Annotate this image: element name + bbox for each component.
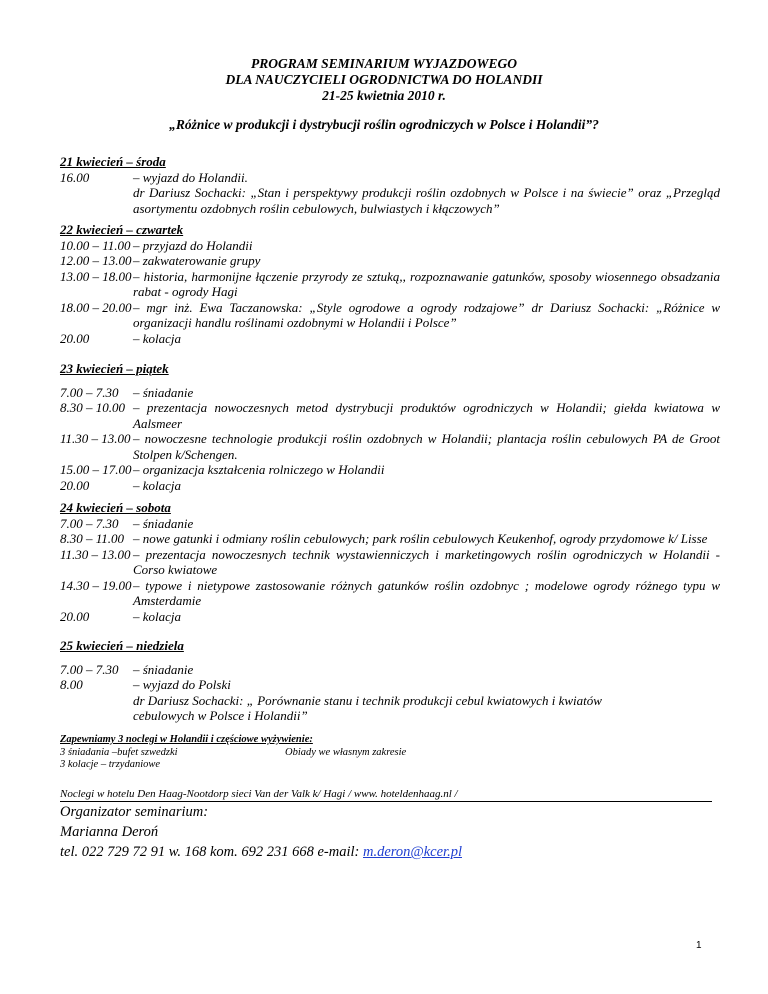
day-block-2 — [60, 222, 720, 346]
schedule-time: 11.30 – 13.00 — [60, 546, 131, 562]
schedule-desc: – typowe i nietypowe zastosowanie różnych gatunków roślin ozdobnyc ; modelowe ogrody różnego typu w Amsterdamie — [133, 577, 720, 608]
seminar-subtitle: „Różnice w produkcji i dystrybucji roślin ogrodniczych w Polsce i Holandii”? — [169, 117, 599, 132]
header-line-1: PROGRAM SEMINARIUM WYJAZDOWEGO — [250, 56, 518, 71]
schedule-row — [60, 677, 720, 693]
day-block-1 — [60, 154, 720, 216]
schedule-desc: – nowoczesne technologie produkcji roślin ozdobnych w Holandii; plantacja roślin cebulowych PA de Groot Stolpen k/Schengen. — [133, 431, 720, 462]
organizer-contact: tel. 022 729 72 91 w. 168 kom. 692 231 668 e-mail: — [60, 844, 360, 860]
schedule-desc: – kolacja — [133, 608, 182, 624]
schedule-time: 11.30 – 13.00 — [60, 431, 131, 446]
organizer-name: Marianna Deroń — [60, 824, 159, 840]
schedule-row — [60, 385, 720, 401]
schedule-row — [60, 400, 720, 431]
schedule-desc: – śniadanie — [133, 384, 194, 400]
schedule-row — [60, 331, 720, 347]
schedule-row — [60, 238, 720, 254]
day-title: 21 kwiecień – środa — [60, 154, 166, 169]
schedule-row — [60, 693, 720, 724]
schedule-desc: – mgr inż. Ewa Taczanowska: „Style ogrodowe a ogrody rodzajowe” dr Dariusz Sochacki: „Różnice w organizacji handlu roślinami ozdobnymi w Holandii i Polsce” — [133, 299, 720, 330]
schedule-desc: – prezentacja nowoczesnych metod dystrybucji produktów ogrodniczych w Holandii; giełda kwiatowa w Aalsmeer — [133, 400, 720, 431]
schedule-row — [60, 531, 720, 547]
organizer-block — [60, 802, 720, 862]
schedule-time: 20.00 — [60, 330, 90, 346]
header-line-3: 21-25 kwietnia 2010 r. — [322, 88, 446, 103]
schedule-time: 14.30 – 19.00 — [60, 577, 132, 593]
schedule-desc: – kolacja — [133, 330, 182, 346]
schedule-time: 8.30 – 10.00 — [60, 400, 125, 415]
schedule-time: 10.00 – 11.00 — [60, 237, 131, 253]
schedule-time: 20.00 — [60, 608, 90, 624]
schedule-row — [60, 462, 720, 478]
schedule-time: 8.30 – 11.00 — [60, 531, 125, 546]
schedule-row — [60, 431, 720, 462]
program-header — [0, 56, 768, 104]
schedule-time: 15.00 – 17.00 — [60, 462, 132, 477]
organizer-contact-line — [60, 842, 720, 862]
day-title: 24 kwiecień – sobota — [60, 500, 171, 515]
day-title: 23 kwiecień – piątek — [60, 361, 169, 376]
day-block-3 — [60, 361, 720, 493]
notes-lunch: Obiady we własnym zakresie — [285, 746, 407, 758]
header-line-2: DLA NAUCZYCIELI OGRODNICTWA DO HOLANDII — [225, 72, 543, 87]
schedule-time: 7.00 – 7.30 — [60, 515, 119, 531]
schedule-time: 16.00 — [60, 169, 90, 185]
hotel-info: Noclegi w hotelu Den Haag-Nootdorp sieci Van der Valk k/ Hagi / www. hoteldenhaag.nl / — [60, 788, 712, 802]
day-block-4 — [60, 500, 720, 624]
schedule-row — [60, 578, 720, 609]
schedule-desc: – przyjazd do Holandii — [133, 237, 253, 253]
schedule-desc: – nowe gatunki i odmiany roślin cebulowych; park roślin cebulowych Keukenhof, ogrody przydomowe k/ Lisse — [133, 531, 708, 546]
schedule-row — [60, 662, 720, 678]
schedule-desc: – wyjazd do Polski — [133, 677, 231, 692]
schedule-time — [60, 693, 133, 724]
schedule-desc: – śniadanie — [133, 515, 194, 531]
organizer-label: Organizator seminarium: — [60, 804, 209, 820]
notes-dinner: 3 kolacje – trzydaniowe — [60, 759, 161, 770]
day-title: 22 kwiecień – czwartek — [60, 222, 184, 237]
page-number: 1 — [696, 940, 702, 951]
schedule-time: 8.00 — [60, 677, 83, 692]
schedule-row — [60, 547, 720, 578]
schedule-row — [60, 253, 720, 269]
schedule-desc: dr Dariusz Sochacki: „Stan i perspektywy produkcji roślin ozdobnych w Polsce i na świecie” oraz „Przegląd asortymentu ozdobnych roślin cebulowych, bulwiastych i kłączowych” — [133, 185, 720, 216]
schedule-row — [60, 300, 720, 331]
schedule-time: 18.00 – 20.00 — [60, 299, 132, 315]
schedule-row — [60, 516, 720, 532]
schedule-time — [60, 185, 133, 216]
schedule-desc: – wyjazd do Holandii. — [133, 169, 248, 185]
accommodation-notes — [60, 734, 720, 772]
day-block-5 — [60, 638, 720, 724]
schedule-time: 7.00 – 7.30 — [60, 384, 119, 400]
schedule-desc: – historia, harmonijne łączenie przyrody ze sztuką,, rozpoznawanie gatunków, sposoby wiosennego obsadzania rabat - ogrody Hagi — [133, 268, 720, 299]
schedule-time: 13.00 – 18.00 — [60, 268, 132, 284]
schedule-desc: – prezentacja nowoczesnych technik wystawienniczych i marketingowych roślin ogrodniczych w Holandii - Corso kwiatowe — [133, 546, 720, 577]
day-title: 25 kwiecień – niedziela — [60, 638, 184, 653]
schedule-time: 20.00 — [60, 477, 90, 493]
schedule-row — [60, 609, 720, 625]
notes-breakfast: 3 śniadania –bufet szwedzki — [60, 746, 178, 758]
schedule-row — [60, 478, 720, 494]
schedule-desc: – organizacja kształcenia rolniczego w Holandii — [133, 462, 385, 477]
schedule-desc: – śniadanie — [133, 661, 194, 677]
schedule-row — [60, 185, 720, 216]
schedule-desc: – kolacja — [133, 477, 182, 493]
schedule-row — [60, 170, 720, 186]
schedule-time: 7.00 – 7.30 — [60, 661, 119, 677]
schedule-desc: dr Dariusz Sochacki: „ Porównanie stanu i technik produkcji cebul kwiatowych i kwiatów cebulowych w Polsce i Holandii” — [133, 692, 602, 723]
schedule-row — [60, 269, 720, 300]
notes-title: Zapewniamy 3 noclegi w Holandii i częściowe wyżywienie: — [60, 734, 313, 745]
schedule-desc: – zakwaterowanie grupy — [133, 253, 261, 268]
organizer-email-link[interactable]: m.deron@kcer.pl — [363, 844, 462, 860]
schedule-time: 12.00 – 13.00 — [60, 253, 132, 268]
